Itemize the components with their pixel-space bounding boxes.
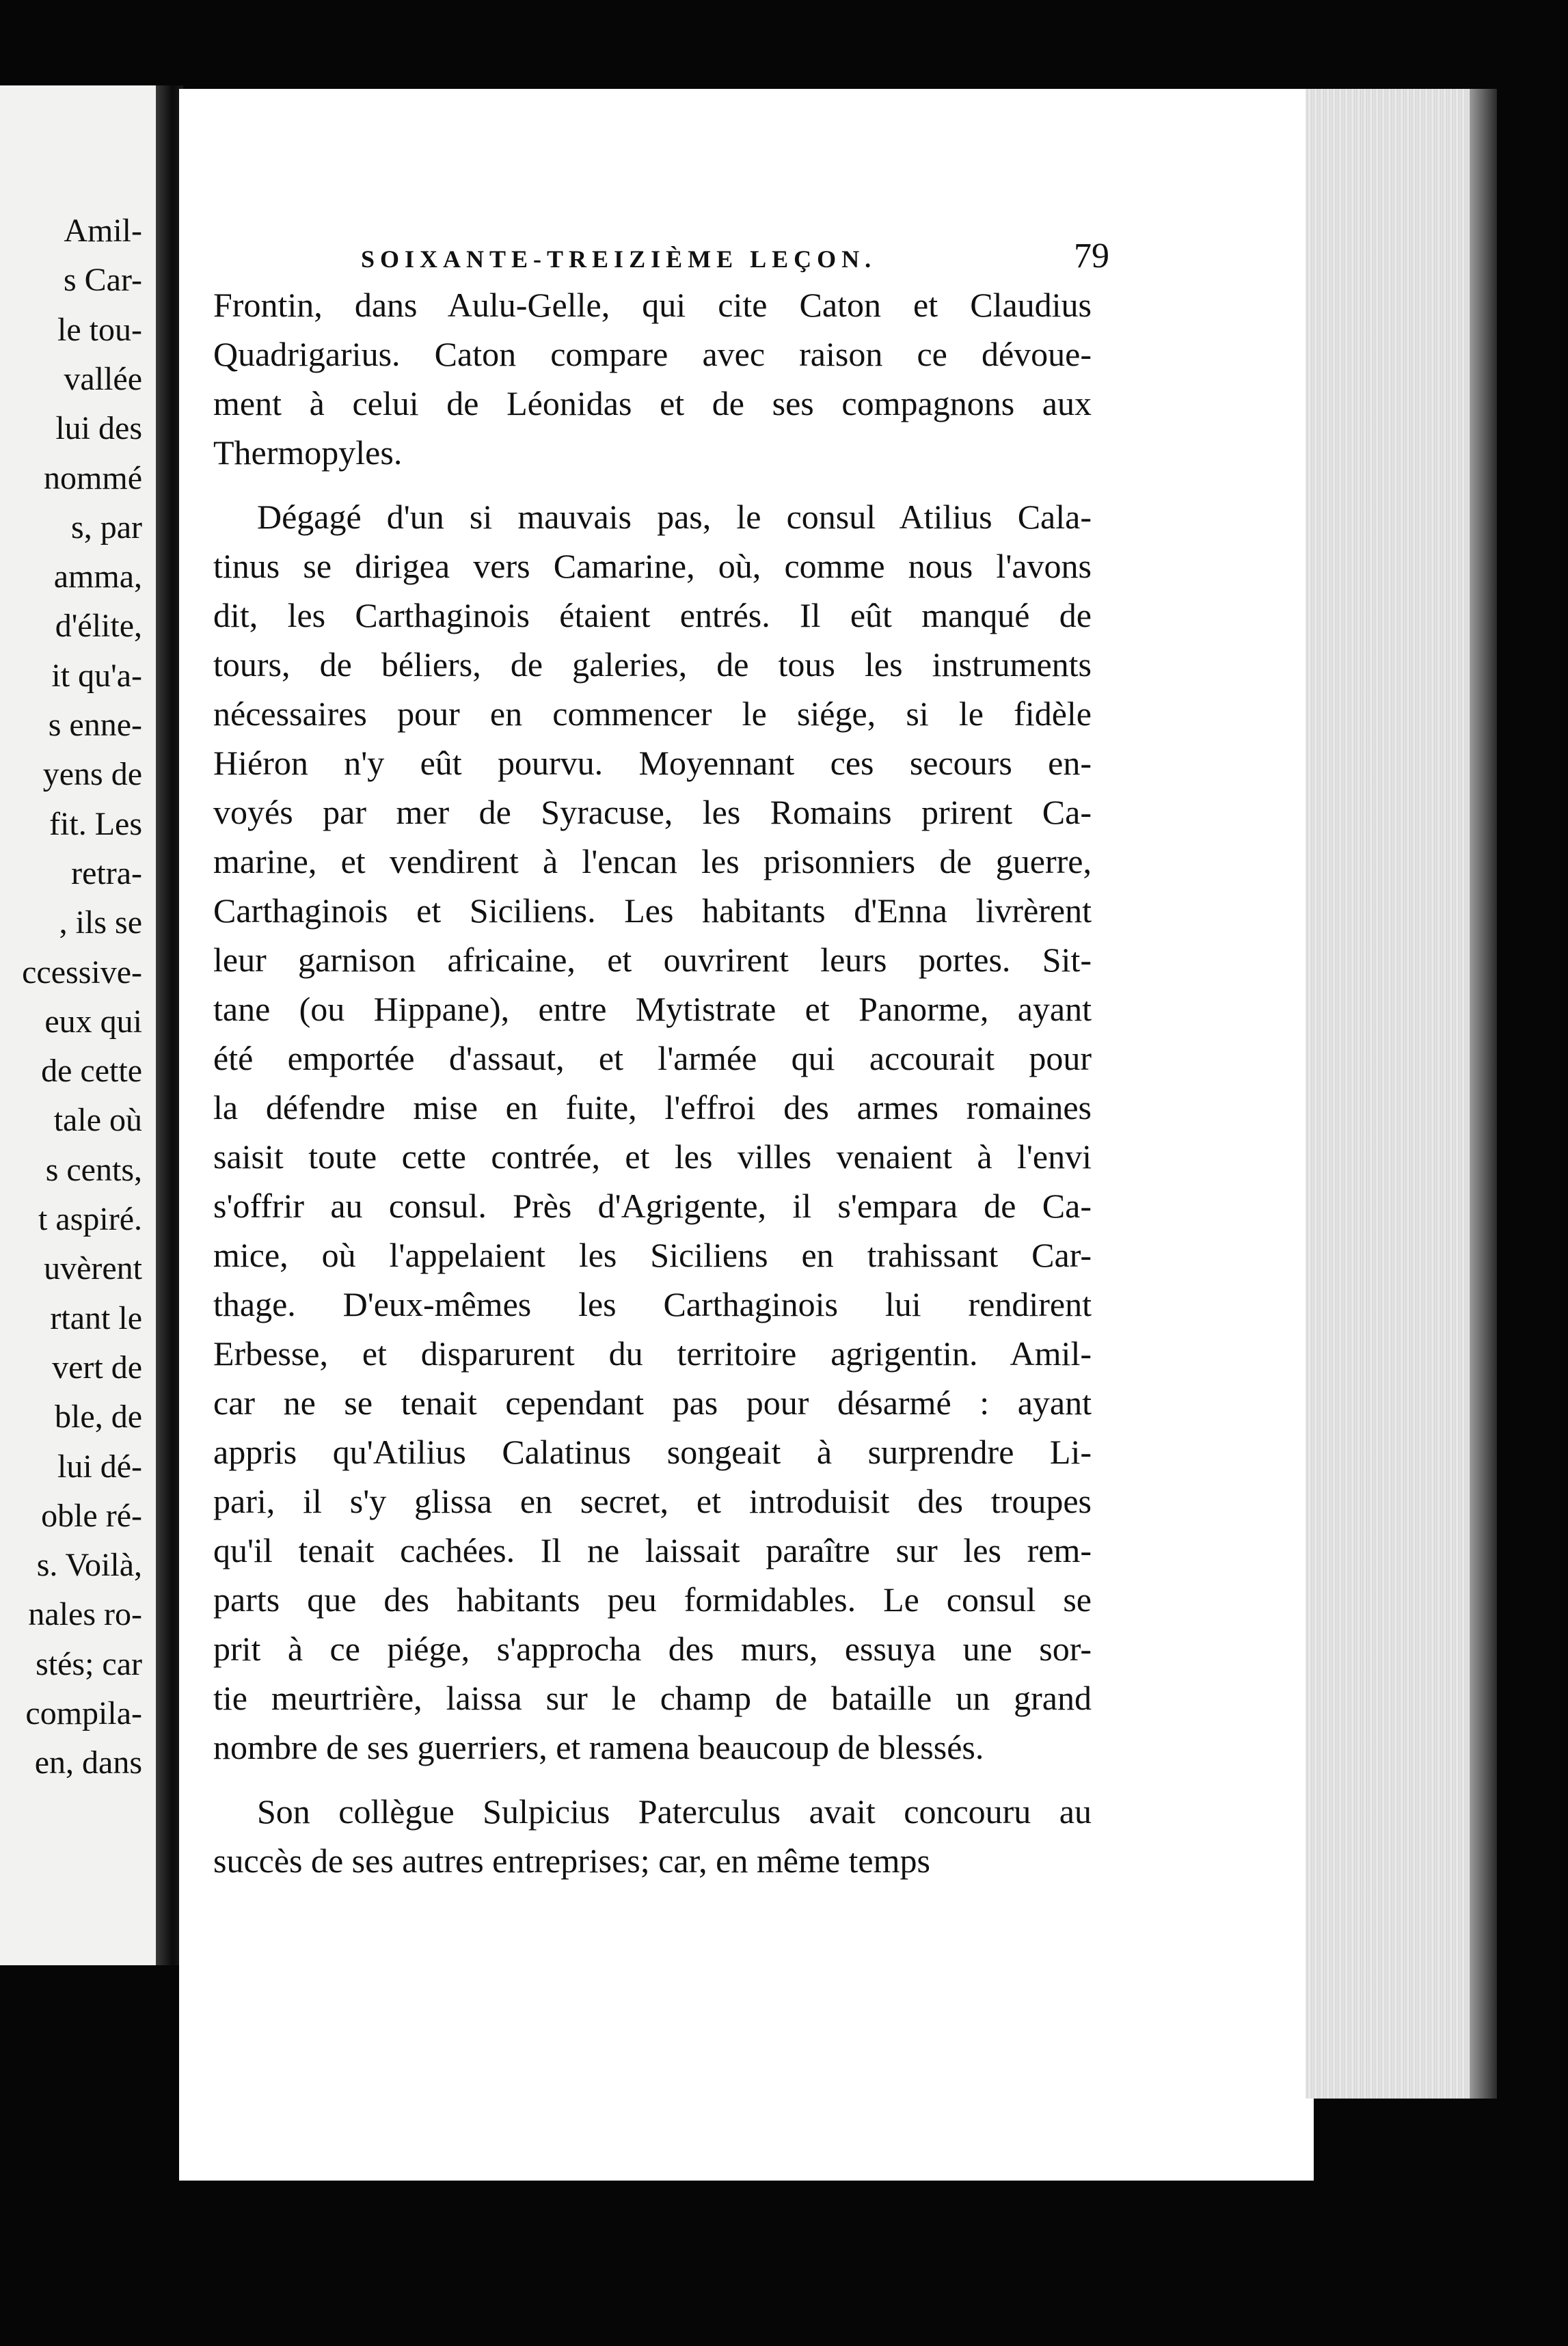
text-line: car ne se tenait cependant pas pour désarmé : ayant — [213, 1384, 1092, 1422]
text-line: voyés par mer de Syracuse, les Romains prirent Ca- — [213, 793, 1092, 831]
left-page-line: de cette — [41, 1053, 142, 1090]
left-page-line: lui dé- — [57, 1448, 142, 1485]
left-page-line: vallée — [64, 360, 142, 397]
text-line: Quadrigarius. Caton compare avec raison ce dévoue- — [213, 335, 1092, 373]
text-line: été emportée d'assaut, et l'armée qui accourait pour — [213, 1039, 1092, 1077]
text-line: prit à ce piége, s'approcha des murs, essuya une sor- — [213, 1630, 1092, 1668]
text-line: qu'il tenait cachées. Il ne laissait paraître sur les rem- — [213, 1531, 1092, 1569]
paragraph-gap — [213, 477, 1092, 492]
left-page-line: oble ré- — [41, 1497, 142, 1534]
left-page-line: d'élite, — [55, 608, 142, 645]
text-line: nécessaires pour en commencer le siége, si le fidèle — [213, 695, 1092, 733]
text-line: s'offrir au consul. Près d'Agrigente, il s'empara de Ca- — [213, 1187, 1092, 1225]
text-line: Carthaginois et Siciliens. Les habitants d'Enna livrèrent — [213, 891, 1092, 930]
left-page-line: nommé — [44, 459, 142, 496]
left-page-line: s Car- — [63, 262, 142, 299]
paragraph — [213, 280, 1092, 477]
left-page-line: le tou- — [57, 311, 142, 348]
left-page-line: rtant le — [50, 1299, 142, 1336]
left-page-line: uvèrent — [44, 1250, 142, 1287]
text-line: tinus se dirigea vers Camarine, où, comme nous l'avons — [213, 547, 1092, 585]
running-head — [361, 236, 1109, 276]
text-line: tane (ou Hippane), entre Mytistrate et Panorme, ayant — [213, 990, 1092, 1028]
left-page-line: , ils se — [59, 904, 142, 941]
left-page-line: ble, de — [55, 1399, 142, 1435]
page-number: 79 — [1074, 237, 1109, 275]
text-line: Son collègue Sulpicius Paterculus avait concouru au — [257, 1792, 1092, 1831]
left-page-line: Amil- — [64, 213, 142, 249]
left-page-line: s enne- — [48, 707, 142, 743]
left-page-line: s. Voilà, — [36, 1547, 142, 1584]
text-line: tours, de béliers, de galeries, de tous les instruments — [213, 645, 1092, 684]
left-page-line: it qu'a- — [51, 657, 142, 694]
running-title: SOIXANTE-TREIZIÈME LEÇON. — [361, 245, 877, 273]
left-page-line: nales ro- — [28, 1596, 142, 1633]
left-page — [0, 85, 156, 1965]
left-page-line: vert de — [52, 1349, 142, 1386]
paragraph-gap — [213, 1772, 1092, 1787]
text-line: nombre de ses guerriers, et ramena beaucoup de blessés. — [213, 1728, 984, 1766]
left-page-line: s cents, — [45, 1151, 142, 1188]
page-edges-shadow — [1470, 89, 1497, 2099]
text-line: ment à celui de Léonidas et de ses compagnons aux — [213, 384, 1092, 422]
text-line: la défendre mise en fuite, l'effroi des armes romaines — [213, 1088, 1092, 1127]
paragraph — [213, 492, 1092, 1772]
text-line: mice, où l'appelaient les Siciliens en trahissant Car- — [213, 1236, 1092, 1274]
text-line: leur garnison africaine, et ouvrirent leurs portes. Sit- — [213, 941, 1092, 979]
left-page-line: lui des — [55, 410, 142, 447]
left-page-line: tale où — [53, 1102, 142, 1139]
text-line: Hiéron n'y eût pourvu. Moyennant ces secours en- — [213, 744, 1092, 782]
paragraph — [213, 1787, 1092, 1885]
left-page-line: retra- — [71, 854, 142, 891]
left-page-line: fit. Les — [49, 805, 142, 842]
text-line: marine, et vendirent à l'encan les prisonniers de guerre, — [213, 842, 1092, 880]
left-page-line: ccessive- — [22, 954, 142, 990]
text-line: parts que des habitants peu formidables. Le consul se — [213, 1580, 1092, 1619]
left-page-line: yens de — [42, 756, 142, 793]
page-edges — [1306, 89, 1497, 2099]
text-line: Erbesse, et disparurent du territoire agrigentin. Amil- — [213, 1334, 1092, 1373]
text-line: Thermopyles. — [213, 433, 403, 472]
left-page-line: eux qui — [44, 1003, 142, 1040]
text-line: succès de ses autres entreprises; car, en même temps — [213, 1842, 930, 1880]
text-line: saisit toute cette contrée, et les villes venaient à l'envi — [213, 1137, 1092, 1176]
left-page-line: en, dans — [34, 1744, 142, 1781]
text-line: tie meurtrière, laissa sur le champ de bataille un grand — [213, 1679, 1092, 1717]
text-line: appris qu'Atilius Calatinus songeait à surprendre Li- — [213, 1433, 1092, 1471]
left-page-line: t aspiré. — [38, 1201, 142, 1237]
text-line: Dégagé d'un si mauvais pas, le consul Atilius Cala- — [257, 498, 1092, 536]
body-text — [213, 280, 1092, 1885]
text-line: dit, les Carthaginois étaient entrés. Il eût manqué de — [213, 596, 1092, 634]
left-page-line: stés; car — [36, 1645, 142, 1682]
left-page-line: amma, — [53, 558, 142, 595]
left-page-line: s, par — [71, 509, 142, 545]
text-line: Frontin, dans Aulu-Gelle, qui cite Caton et Claudius — [213, 286, 1092, 324]
text-line: pari, il s'y glissa en secret, et introduisit des troupes — [213, 1482, 1092, 1520]
text-line: thage. D'eux-mêmes les Carthaginois lui rendirent — [213, 1285, 1092, 1323]
left-page-line: compila- — [25, 1695, 142, 1731]
